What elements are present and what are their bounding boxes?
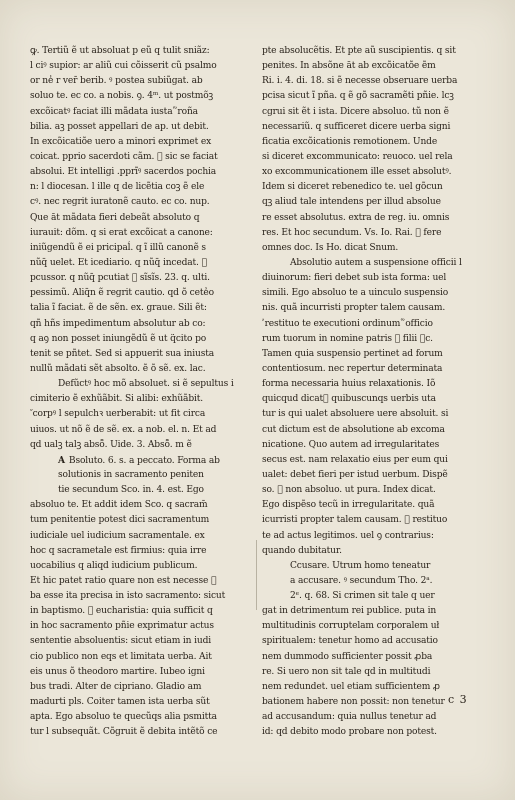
text-line [262, 301, 488, 316]
text-line-content: so. ᷑ non absoluo. ut pura. Index dicat. [262, 485, 436, 496]
text-line [262, 438, 488, 453]
text-line [30, 241, 258, 256]
text-line [30, 332, 258, 347]
text-line-content: tur is qui ualet absoluere uere absoluit. si [262, 409, 449, 420]
text-line-content: Ri. i. 4. di. 18. si ẽ necesse obseruare uerba [262, 76, 458, 87]
text-line [262, 317, 488, 332]
text-line [262, 483, 488, 498]
text-line [262, 135, 488, 150]
text-line [262, 650, 488, 665]
text-line-content: rum tuorum in nomine patris ᷑ filii ᷑c. [262, 333, 433, 344]
text-line [262, 513, 488, 528]
text-line-content: tum penitentie potest dici sacramentum [30, 515, 210, 526]
text-line [30, 725, 258, 740]
text-line [262, 44, 488, 59]
text-line-content: hoc q sacrametale est firmius: quia irre [30, 545, 207, 556]
text-line [30, 180, 258, 195]
text-line [262, 453, 488, 468]
text-line [262, 468, 488, 483]
text-line [262, 392, 488, 407]
text-line-content: icurristi propter talem causam. ᷑ restituo [262, 515, 448, 526]
text-line-content: ᷑ restituo te executioni ordinum ᷑ officio [262, 318, 433, 329]
text-line [30, 407, 258, 422]
text-line-content: qꝫ aliud tale intendens per illud absolue [262, 197, 441, 208]
text-line [262, 180, 488, 195]
text-line-content: eis unus õ theodoro martire. Iubeo igni [30, 666, 205, 677]
text-line [30, 453, 258, 468]
text-line-content: soluo te. ec co. a nobis. ꝯ. 4ᵐ. ut postmõꝫ [30, 91, 214, 102]
text-line-content: diuinorum: fieri debet sub ista forma: uel [262, 273, 447, 284]
text-line [262, 59, 488, 74]
text-line [30, 150, 258, 165]
text-line [30, 513, 258, 528]
text-line [30, 89, 258, 104]
text-line-content: Tamen quia suspensio pertinet ad forum [262, 348, 443, 359]
text-line [30, 226, 258, 241]
text-line [30, 105, 258, 120]
text-line [262, 195, 488, 210]
text-line-content: or ne̾ r ver̄ berib. ꝰ postea subiũgat. ab [30, 76, 203, 87]
text-line-content: contentiosum. nec repertur determinata [262, 363, 443, 374]
text-line [30, 680, 258, 695]
text-line [262, 589, 488, 604]
text-line-content: bilia. aꝫ posset appellari de ap. ut debit. [30, 121, 209, 132]
text-line-content: xo excommunicationem ille esset absolutꝰ. [262, 167, 452, 178]
text-line [30, 634, 258, 649]
text-line-content: nem dummodo sufficienter possit ꝓba [262, 651, 433, 662]
text-line-content: uiuos. ut nõ ẽ de sẽ. ex. a nob. el. n. Et ad [30, 424, 217, 435]
text-line [30, 135, 258, 150]
text-line [262, 498, 488, 513]
text-line [262, 362, 488, 377]
text-line-content: ꝙ. Tertiũ ẽ ut absoluat p eũ q tulit sniãz: [30, 46, 210, 56]
text-line [262, 604, 488, 619]
text-line-content: cimiterio ẽ exhũãbit. Si alibi: exhũãbit. [30, 394, 203, 405]
text-line-content: Que āt mãdata fieri debeãt absoluto q [30, 212, 200, 223]
text-line-content: nis. quã incurristi propter talem causam. [262, 303, 446, 314]
text-line-content: iurauit: dõm. q si erat excõicat a canone: [30, 227, 213, 238]
text-line-content: necessariũ. q sufficeret dicere uerba signi [262, 121, 451, 132]
text-line-content: gat in detrimentum rei publice. puta in [262, 606, 437, 617]
text-line-content: absoluo te. Et addit idem Sco. q sacram̄ [30, 500, 208, 511]
text-line [30, 559, 258, 574]
text-line-content: ba esse ita precisa in isto sacramento: sicut [30, 591, 226, 602]
text-line-content: iniũgendũ ẽ ei pricipaĺ. q ĩ illũ canonẽ s [30, 242, 206, 253]
text-line [30, 498, 258, 513]
text-line [30, 271, 258, 286]
text-line-content: quando dubitatur. [262, 545, 342, 556]
text-line-content: absolui. Et intelligi .pprĩꝰ sacerdos pochia [30, 167, 217, 178]
text-line-content: ficatia excõicationis remotionem. Unde [262, 136, 438, 147]
text-line [30, 574, 258, 589]
text-line-content: secus est. nam relaxatio eius per eum qui [262, 454, 448, 465]
text-line-content: res. Et hoc secundum. Vs. Io. Rai. ᷑ fere [262, 227, 442, 238]
text-line [262, 619, 488, 634]
text-line-content: ad accusandum: quia nullus tenetur ad [262, 712, 437, 723]
text-line [30, 650, 258, 665]
text-line [30, 377, 258, 392]
text-line-content: quicqud dicat᷑ quibuscunqs uerbis uta [262, 394, 436, 405]
text-line-content: Et hic patet ratio quare non est necesse ᷑ [30, 575, 217, 586]
text-line-content: talia ĩ faciat. ẽ de sẽn. ex. graue. Sili ẽt: [30, 303, 207, 314]
text-line-content: qd ualꝫ talꝫ absȭ. Uide. 3. Absȭ. m ẽ [30, 439, 192, 450]
text-line-content: uocabilius q aliqd iudicium publicum. [30, 560, 198, 571]
text-line-content: Bsoluto. 6. s. a peccato. Forma ab [68, 455, 220, 466]
text-line-content: qñ hñs impedimentum absolutur ab co: [30, 318, 206, 329]
text-line-content: re. Si uero non sit tale qd in multitudi [262, 666, 431, 677]
text-line [30, 256, 258, 271]
text-line-content: a accusare. ꝰ secundum Tho. 2ᵃ. [290, 575, 433, 586]
text-line-content: pcisa sicut ĩ pña. q ẽ gõ sacramẽti pñie. lcꝫ [262, 91, 454, 102]
text-line-content: cgrui sit ẽt i ista. Dicere absoluo. tũ non ẽ [262, 106, 449, 117]
text-line-content: tenit se pñtet. Sed si appuerit sua iniusta [30, 348, 214, 359]
text-line [30, 619, 258, 634]
text-line [262, 710, 488, 725]
text-line [30, 695, 258, 710]
text-line [30, 423, 258, 438]
text-line [30, 468, 258, 483]
text-line-content: iudiciale uel iudicium sacramentale. ex [30, 530, 205, 541]
text-line-content: spiritualem: tenetur homo ad accusatio [262, 636, 438, 647]
text-line-content: bus tradi. Alter de cipriano. Gladio am [30, 681, 202, 692]
text-line [262, 226, 488, 241]
text-line [262, 241, 488, 256]
text-line [262, 286, 488, 301]
text-line-content: Ego dispẽso tecũ in irregularitate. quã [262, 500, 435, 511]
text-line-content: penites. In absõne āt ab excõicatõe ẽm [262, 61, 436, 72]
text-line-content: bationem habere non possit: non tenetur [262, 697, 445, 708]
text-line [262, 559, 488, 574]
text-line-content: in baptismo. ᷑ eucharistia: quia sufficit q [30, 606, 213, 617]
text-line [262, 165, 488, 180]
text-line-content: q aꝯ non posset iniungẽdũ ẽ ut q̈cito po [30, 333, 207, 344]
text-line-content: Ccusare. Utrum homo teneatur [290, 560, 431, 571]
text-line [262, 332, 488, 347]
text-line-content: omnes doc. Is Ho. dicat Snum. [262, 242, 399, 253]
text-line-content: id: qd debito modo probare non potest. [262, 727, 437, 738]
text-line [30, 710, 258, 725]
right-text-column [262, 44, 488, 740]
text-line-content: nem redundet. uel etiam sufficientem ꝓ [262, 681, 440, 692]
text-line-content: Defũctꝰ hoc mõ absoluet. si ẽ sepultus i [58, 379, 234, 390]
text-line [262, 256, 488, 271]
text-line [262, 574, 488, 589]
text-line [30, 211, 258, 226]
text-line-content: simili. Ego absoluo te a uinculo suspensio [262, 288, 449, 299]
text-line [262, 271, 488, 286]
text-line-content: forma necessaria huius relaxationis. Iõ [262, 379, 436, 390]
text-line-content: nũq̄ uelet. Et icediario. q nũq̄ incedat. ᷑ [30, 257, 207, 268]
page-crease [256, 540, 257, 610]
text-line-content: te ad actus legitimos. uel ꝯ contrarius: [262, 530, 434, 541]
text-line [262, 347, 488, 362]
text-line-content: sententie absoluentis: sicut etiam in iudi [30, 636, 212, 647]
text-line-content: cꝰ. nec regrit iuratonẽ cauto. ec co. nup. [30, 197, 210, 208]
text-line-content: si diceret excommunicato: reuoco. uel rela [262, 151, 453, 162]
text-line [262, 407, 488, 422]
text-line [262, 211, 488, 226]
text-line-content: pcussor. q nũq̄ pcutiat ᷑ sĩsĩs. 23. q. ulti. [30, 273, 210, 284]
text-line-content: ualet: debet fieri per istud uerbum. Dispẽ [262, 469, 448, 480]
text-line-content: pessimũ. Aliq̄n ẽ regrit cautio. qd õ cete̾o [30, 288, 214, 299]
text-line-content: re esset absolutus. extra de reg. iu. omnis [262, 212, 450, 223]
text-line-content: 2ᵉ. q. 68. Si crimen sit tale q uer [290, 591, 435, 602]
text-line [30, 589, 258, 604]
text-line-content: ᷓ corpꝰ l sepulchꝛ uerberabit: ut fit circa [30, 409, 206, 420]
text-line [30, 195, 258, 210]
text-line-content: nullũ mãdati sẽt absolto. ẽ õ sẽ. ex. lac. [30, 363, 206, 374]
text-line [30, 286, 258, 301]
text-line [30, 604, 258, 619]
text-line-content: solutionis in sacramento peniten [58, 469, 204, 480]
text-line-content: apta. Ego absoluo te quecũqs alia psmitta [30, 712, 217, 723]
initial-marker: A [58, 454, 65, 466]
text-line [30, 44, 258, 59]
left-text-column [30, 44, 258, 740]
text-line [30, 392, 258, 407]
text-line [30, 74, 258, 89]
text-line [30, 529, 258, 544]
text-line-content: tie secundum Sco. in. 4. est. Ego [58, 485, 204, 496]
text-line-content: tur l subsequãt. Cõgruit ẽ debita intẽtõ ce [30, 727, 218, 738]
text-line [262, 665, 488, 680]
text-line [262, 120, 488, 135]
text-line [30, 120, 258, 135]
text-line-content: nicatione. Quo autem ad irregularitates [262, 439, 440, 450]
signature-mark: c 3 [448, 693, 468, 706]
text-line-content: cut dictum est de absolutione ab excoma [262, 424, 445, 435]
text-line [30, 483, 258, 498]
text-line [262, 377, 488, 392]
text-line [262, 725, 488, 740]
text-line-content: n: l diocesan. l ille q de licẽtia coꝫ ẽ ele [30, 182, 205, 193]
text-line [30, 165, 258, 180]
text-line [262, 150, 488, 165]
text-line-content: In excõicatiõe uero a minori exprimet ex [30, 136, 212, 147]
text-line [30, 665, 258, 680]
text-line [262, 74, 488, 89]
text-line [262, 544, 488, 559]
text-line-content: multitudinis corruptelam corporalem uł [262, 621, 440, 632]
text-line [262, 89, 488, 104]
text-line-content: excõicatꝰ faciat illi mãdata iusta ᷑ roña [30, 106, 198, 117]
text-line [262, 105, 488, 120]
text-line [30, 301, 258, 316]
text-line [262, 423, 488, 438]
text-line [30, 59, 258, 74]
text-line-content: cio publico non eqs et limitata uerba. Ait [30, 651, 212, 662]
text-line-content: madurti pls. Coiter tamen ista uerba sũt [30, 697, 210, 708]
text-line-content: Idem si diceret rebenedico te. uel gõcun [262, 182, 443, 193]
text-line-content: pte absolucẽtis. Et pte aũ suscipientis. q sit [262, 46, 456, 56]
text-line [30, 317, 258, 332]
text-line [30, 347, 258, 362]
text-line-content: in hoc sacramento pñie exprimatur actus [30, 621, 214, 632]
text-line-content: l ciꝰ supior: ar aliũ cui cõisserit cũ psalmo [30, 61, 217, 72]
text-line [30, 362, 258, 377]
text-line [30, 544, 258, 559]
text-line [262, 634, 488, 649]
text-line [30, 438, 258, 453]
text-line-content: Absolutio autem a suspensione officii l [290, 257, 462, 268]
text-line-content: coicat. pprio sacerdoti cãm. ᷑ sic se faciat [30, 151, 218, 162]
text-line [262, 529, 488, 544]
